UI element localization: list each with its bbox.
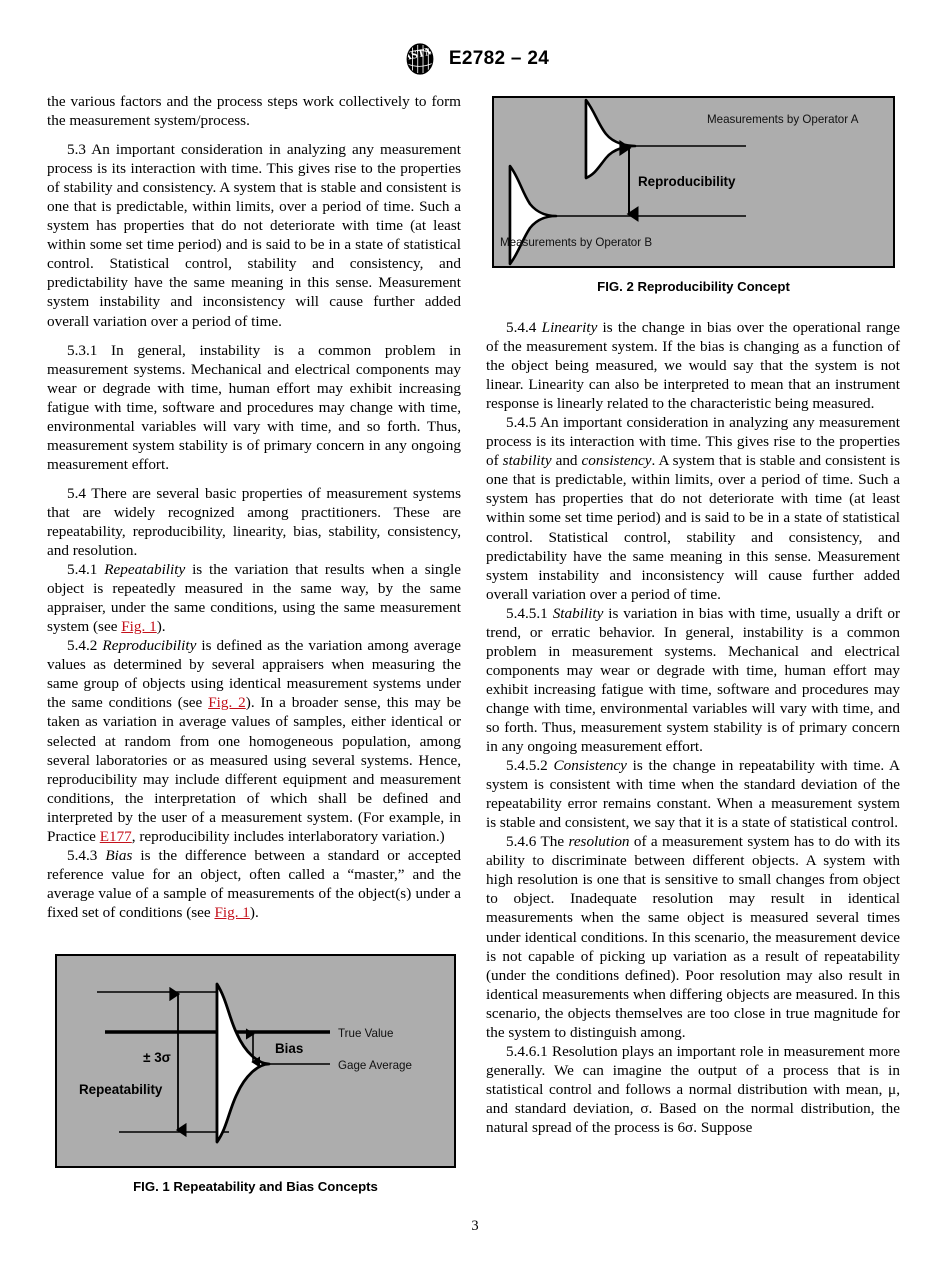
figure-1-graphic: [57, 956, 454, 1166]
operator-b-curve: [510, 166, 556, 264]
operator-b-label: Measurements by Operator B: [500, 236, 653, 249]
paragraph-5-4-6-1: [486, 1042, 900, 1137]
clause-number: 5.4.6: [506, 833, 537, 851]
link-fig-2[interactable]: Fig. 2: [208, 694, 246, 712]
link-e177[interactable]: E177: [99, 827, 132, 845]
clause-number: 5.3: [67, 141, 86, 159]
clause-number: 5.4.5.2: [506, 757, 548, 775]
paragraph-5-4-3: [47, 846, 461, 922]
text-run: is the difference between a standard or accepted reference value for an object, often called a “master,” and the average value of a sample of measurements of the object(s) under a fixed set of conditions (see: [47, 846, 461, 921]
paragraph-text: In general, instability is a common problem in measurement systems. Mechanical and electrical components may wear or degrade with time, human effort may exhibit increasing fatigue with time, software and procedures may change with time, environmental variables will vary with time, and so forth. Thus, measurement system stability is of primary concern in any ongoing measurement effort.: [47, 341, 461, 473]
three-sigma-label: ± 3σ: [143, 1050, 171, 1065]
clause-number: 5.4.5.1: [506, 604, 548, 622]
figure-1: [55, 954, 456, 1194]
paragraph-5-3-1: [47, 341, 461, 474]
paragraph-5-4-5: [486, 413, 900, 603]
clause-number: 5.3.1: [67, 341, 98, 359]
term-stability: stability: [502, 452, 552, 470]
true-value-label: True Value: [338, 1027, 394, 1040]
figure-2: [492, 96, 895, 294]
clause-number: 5.4.4: [506, 319, 537, 336]
text-run: ).: [156, 618, 166, 636]
repeatability-label: Repeatability: [79, 1082, 163, 1097]
figure-2-graphic: [494, 98, 893, 266]
text-run: ).: [249, 903, 259, 921]
term-bias: Bias: [105, 846, 133, 864]
text-run: is variation in bias with time, usually a drift or trend, or erratic behavior. In general, instability is a common problem in measurement systems. Mechanical and electrical components may wear or degrade with time, human effort may exhibit increasing fatigue with time, software and procedures may change with time, environmental variables will vary with time, and so forth. Thus, measurement system stability is of primary concern in any ongoing measurement effort.: [486, 604, 901, 756]
figure-2-caption: FIG. 2 Reproducibility Concept: [597, 279, 790, 294]
operator-a-label: Measurements by Operator A: [707, 113, 859, 126]
reproducibility-label: Reproducibility: [638, 174, 736, 189]
page-number: 3: [471, 1218, 479, 1234]
paragraph-text: An important consideration in analyzing any measurement process is its interaction with time. This gives rise to the properties of stability and consistency. A system that is stable and consistent is one that is predictable, within limits, over a period of time. Such a system has properties that do not deteriorate with time (at least within some set time period) and is said to be in a state of statistical control. Statistical control, stability and consistency, and predictability have the same meaning in this sense. Measurement system instability and inconsistency will cause further added overall variation over a period of time.: [47, 141, 461, 330]
link-fig-1[interactable]: Fig. 1: [214, 903, 250, 921]
bias-label: Bias: [275, 1041, 304, 1056]
text-run: is the change in bias over the operational range of the measurement system. If the bias is changing as a function of the object being measured, we would say that the system is not linear. Linearity can also be interpreted to mean that an instrument response is linearly related to the characteristic being measured.: [486, 319, 900, 413]
paragraph-text: the various factors and the process steps work collectively to form the measurement system/process.: [47, 93, 461, 130]
operator-a-curve: [586, 100, 635, 178]
paragraph-5-4-5-2: [486, 756, 900, 832]
text-run: is the change in repeatability with time. A system is consistent with time when the standard deviation of the repeatability error remains constant. When a measurement system is stable and consistent, we say that it is a state of statistical control.: [486, 757, 901, 832]
term-stability: Stability: [552, 604, 604, 622]
term-consistency: consistency: [581, 452, 652, 470]
term-repeatability: Repeatability: [104, 561, 186, 579]
text-run: ). In a broader sense, this may be taken as variation in average values of samples, either identical or selected at random from one homogeneous population, among several laboratories or as measured using several systems. Hence, reproducibility may include different equipment and measurement conditions, the interpretation of which shall be defined and interpreted by the user of a measurement system. (For example, in Practice: [47, 694, 461, 845]
astm-logo-icon: [401, 42, 439, 76]
term-resolution: resolution: [568, 833, 630, 851]
paragraph-5-3: [47, 140, 461, 330]
clause-number: 5.4.3: [67, 846, 98, 864]
paragraph-continuation: [47, 92, 461, 130]
text-run: Resolution plays an important role in measurement more generally. We can imagine the output of a process that is in statistical control and follows a normal distribution with mean, μ, and standard deviation, σ. Based on the normal distribution, the natural spread of the process is 6σ. Suppose: [486, 1042, 900, 1136]
paragraph-5-4: [47, 484, 461, 560]
figure-1-caption: FIG. 1 Repeatability and Bias Concepts: [133, 1179, 378, 1194]
standard-designation: E2782 – 24: [448, 48, 550, 69]
clause-number: 5.4.5: [506, 414, 537, 432]
clause-number: 5.4.6.1: [506, 1042, 548, 1060]
paragraph-5-4-1: [47, 560, 461, 636]
clause-number: 5.4: [67, 484, 86, 502]
page-header: [0, 42, 950, 76]
link-fig-1[interactable]: Fig. 1: [121, 618, 157, 636]
text-run: The: [536, 833, 569, 851]
clause-number: 5.4.1: [67, 561, 98, 579]
paragraph-5-4-6: [486, 832, 900, 1042]
paragraph-5-4-4: [486, 318, 900, 413]
term-consistency: Consistency: [553, 757, 627, 775]
distribution-curve: [217, 984, 269, 1142]
term-linearity: Linearity: [541, 319, 598, 336]
left-text-column: [47, 92, 461, 922]
text-run: . A system that is stable and consistent is one that is predictable, within limits, over a period of time. Such a system has properties that do not deteriorate with time (at least within some set time period) and is said to be in a state of statistical control. Statistical control, stability and consistency, and predictability have the same meaning in this sense. Measurement system instability and inconsistency will cause further added overall variation over a period of time.: [486, 452, 900, 603]
figure-2-frame: [492, 96, 895, 268]
right-text-column: [486, 318, 900, 1137]
text-run: of a measurement system has to do with its ability to discriminate between different objects. A system with high resolution is one that is sensitive to small changes from object to object. Inadequate resolution may result in identical measurements when the same object is measured several times under identical conditions. In this scenario, the measurement device is not capable of picking up variation as a result of repeatability (under the conditions defined). Poor resolution may also result in identical measurements when differing objects are measured. In this scenario, the objects themselves are too close in true magnitude for the system to distinguish among.: [486, 833, 900, 1041]
text-run: An important consideration in analyzing any measurement process is its interaction with time. This gives rise to the properties of: [486, 414, 900, 470]
text-run: and: [551, 452, 582, 470]
clause-number: 5.4.2: [67, 637, 98, 655]
svg-text:ASTM: ASTM: [402, 44, 437, 64]
term-reproducibility: Reproducibility: [102, 637, 197, 655]
gage-average-label: Gage Average: [338, 1059, 412, 1072]
figure-1-frame: [55, 954, 456, 1168]
text-run: is defined as the variation among average values as determined by several appraisers when measuring the same group of objects using identical measurement systems under the same conditions (see: [47, 637, 462, 712]
paragraph-text: There are several basic properties of measurement systems that are widely recognized among practitioners. These are repeatability, reproducibility, linearity, bias, stability, consistency, and resolution.: [47, 484, 461, 560]
text-run: , reproducibility includes interlaboratory variation.): [131, 827, 445, 845]
paragraph-5-4-5-1: [486, 604, 900, 756]
text-run: is the variation that results when a single object is repeatedly measured in the same way, by the same appraiser, under the same conditions, using the same measurement system (see: [47, 561, 462, 636]
paragraph-5-4-2: [47, 636, 461, 846]
